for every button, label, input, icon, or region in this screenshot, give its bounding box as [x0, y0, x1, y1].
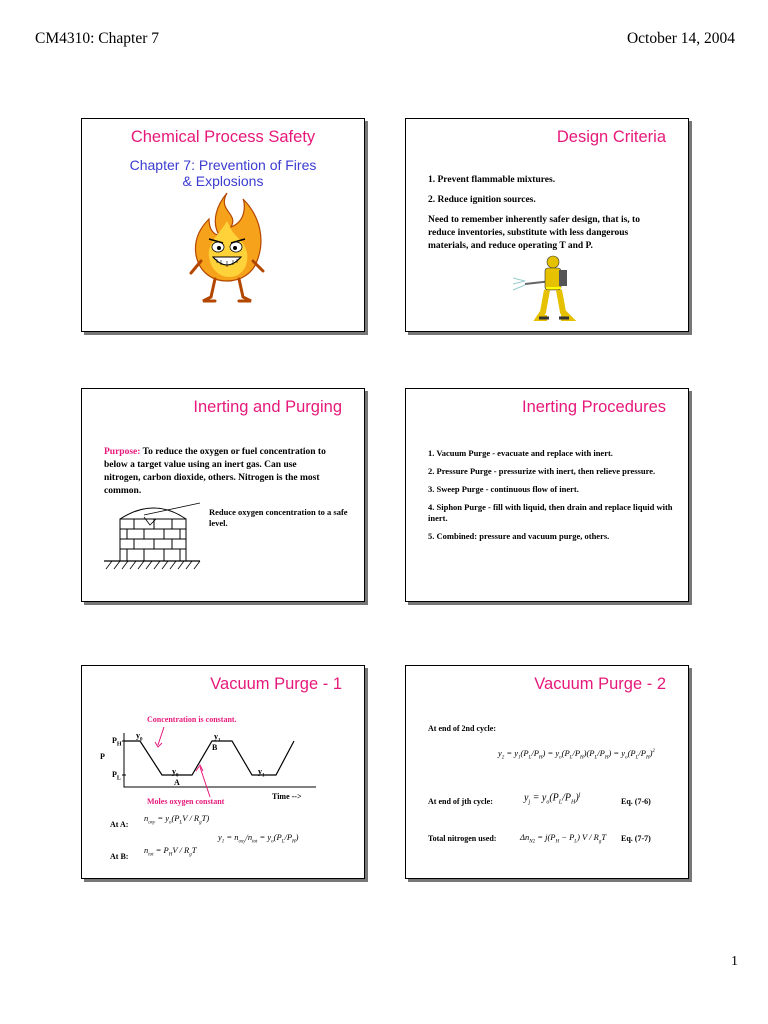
slide-title: Inerting and Purging	[193, 398, 342, 416]
slide-title: Vacuum Purge - 1	[210, 675, 342, 693]
eq-7-7-label: Eq. (7-7)	[621, 834, 651, 843]
purpose-paragraph	[104, 446, 334, 498]
slide-design-criteria	[405, 118, 689, 332]
procedures-list	[428, 448, 678, 549]
slide-chemical-process-safety	[81, 118, 365, 332]
time-axis-label: Time -->	[272, 792, 302, 801]
procedure-item: 4. Siphon Purge - fill with liquid, then drain and replace liquid with inert.	[428, 502, 673, 523]
procedure-item: 1. Vacuum Purge - evacuate and replace with inert.	[428, 448, 613, 458]
at-a-label: At A:	[110, 820, 129, 829]
slide-inerting-and-purging	[81, 388, 365, 602]
pressure-axis-label: P	[100, 752, 105, 761]
eq-7-6-label: Eq. (7-6)	[621, 797, 651, 806]
slide-vacuum-purge-2: Vacuum Purge - 2 At end of 2nd cycle: $y_2 = y_1(P_L/P_H) = y_o(P_L/P_H)(P_L/P_H) = y_o(P_L/P_H)^2$ At end of jth cycle: $y_j = y_o(P_L/P_H)^j$ Eq. (7-6) Total nitrogen used: $\Delta n_{N2} = j(P_H - P_L)$ V / $R_gT$ Eq. (7-7)	[405, 665, 689, 879]
firefighter-icon	[511, 254, 591, 324]
procedure-item: 5. Combined: pressure and vacuum purge, others.	[428, 531, 610, 541]
annotation-concentration: Concentration is constant.	[147, 715, 237, 724]
course-header: CM4310: Chapter 7	[35, 30, 159, 47]
page-number: 1	[731, 954, 738, 969]
slide-vacuum-purge-1: Vacuum Purge - 1 Concentration is constant. $P_H$ $P_L$ P $y_0$ $y_1$ B $y_0$ A $y_1$ Time --> Moles oxygen constant At A: $n_{oxy} = y_o(P_LV / R_gT)$ At B: $n_{tot} = P_HV / R_gT$ $y_1 = n_{oxy}/n_{tot} = y_o(P_L/P_H)$	[81, 665, 365, 879]
pressure-cycle-diagram	[82, 721, 364, 821]
criteria-item: Need to remember inherently safer design, that is, to reduce inventories, substitute with less dangerous materials, and reduce operating T and P.	[428, 215, 640, 251]
criteria-item: 2. Reduce ignition sources.	[428, 195, 536, 205]
date-header: October 14, 2004	[626, 30, 735, 47]
procedure-item: 2. Pressure Purge - pressurize with inert, then relieve pressure.	[428, 466, 656, 476]
slide-inerting-procedures	[405, 388, 689, 602]
end-2nd-cycle-label: At end of 2nd cycle:	[428, 724, 496, 733]
slide-title: Design Criteria	[556, 128, 666, 146]
purpose-label: Purpose:	[104, 447, 141, 457]
callout-text: Reduce oxygen concentration to a safe level.	[209, 507, 348, 528]
slide-title: Inerting Procedures	[522, 398, 666, 416]
slide-title: Chemical Process Safety	[130, 128, 316, 146]
flame-mascot-icon	[187, 191, 267, 311]
end-jth-cycle-label: At end of jth cycle:	[428, 797, 493, 806]
design-criteria-list	[428, 174, 668, 260]
slide-subtitle: Chapter 7: Prevention of Fires & Explosions	[129, 157, 317, 189]
criteria-item: 1. Prevent flammable mixtures.	[428, 175, 556, 185]
procedure-item: 3. Sweep Purge - continuous flow of inert.	[428, 484, 579, 494]
slide-title: Vacuum Purge - 2	[534, 675, 666, 693]
purpose-text: To reduce the oxygen or fuel concentration to below a target value using an inert gas. Can use nitrogen, carbon dioxide, others. Nitrogen is the most common.	[104, 447, 326, 496]
at-b-label: At B:	[110, 852, 129, 861]
annotation-moles: Moles oxygen constant	[147, 797, 225, 806]
total-nitrogen-label: Total nitrogen used:	[428, 834, 497, 843]
